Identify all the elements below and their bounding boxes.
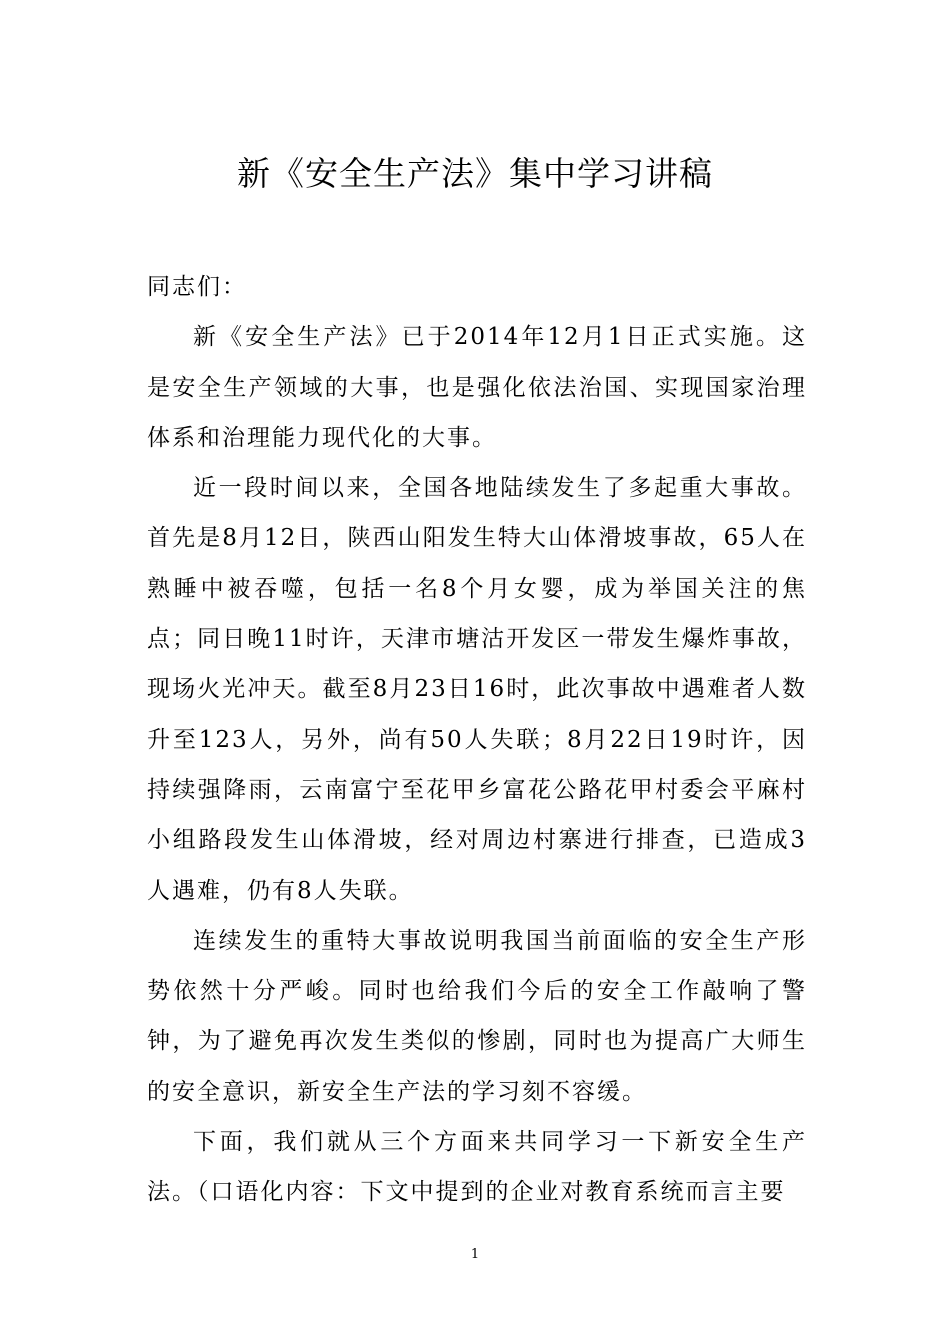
paragraph-4: 下面，我们就从三个方面来共同学习一下新安全生产法。（口语化内容：下文中提到的企业对教育系统而言主要 bbox=[147, 1129, 807, 1206]
paragraph-1: 新《安全生产法》已于2014年12月1日正式实施。这是安全生产领域的大事，也是强化依法治国、实现国家治理体系和治理能力现代化的大事。 bbox=[147, 324, 807, 451]
paragraph-3: 连续发生的重特大事故说明我国当前面临的安全生产形势依然十分严峻。同时也给我们今后的安全工作敲响了警钟，为了避免再次发生类似的惨剧，同时也为提高广大师生的安全意识，新安全生产法的学习刻不容缓。 bbox=[147, 927, 807, 1105]
paragraph-2: 近一段时间以来，全国各地陆续发生了多起重大事故。首先是8月12日，陕西山阳发生特大山体滑坡事故，65人在熟睡中被吞噬，包括一名8个月女婴，成为举国关注的焦点；同日晚11时许，天津市塘沽开发区一带发生爆炸事故，现场火光冲天。截至8月23日16时，此次事故中遇难者人数升至123人，另外，尚有50人失联；8月22日19时许，因持续强降雨，云南富宁至花甲乡富花公路花甲村委会平麻村小组路段发生山体滑坡，经对周边村寨进行排查，已造成3人遇难，仍有8人失联。 bbox=[147, 475, 807, 904]
document-body bbox=[147, 262, 807, 1218]
document-title: 新《安全生产法》集中学习讲稿 bbox=[237, 154, 713, 193]
salutation: 同志们： bbox=[147, 274, 247, 300]
page-number: 1 bbox=[470, 1247, 480, 1262]
